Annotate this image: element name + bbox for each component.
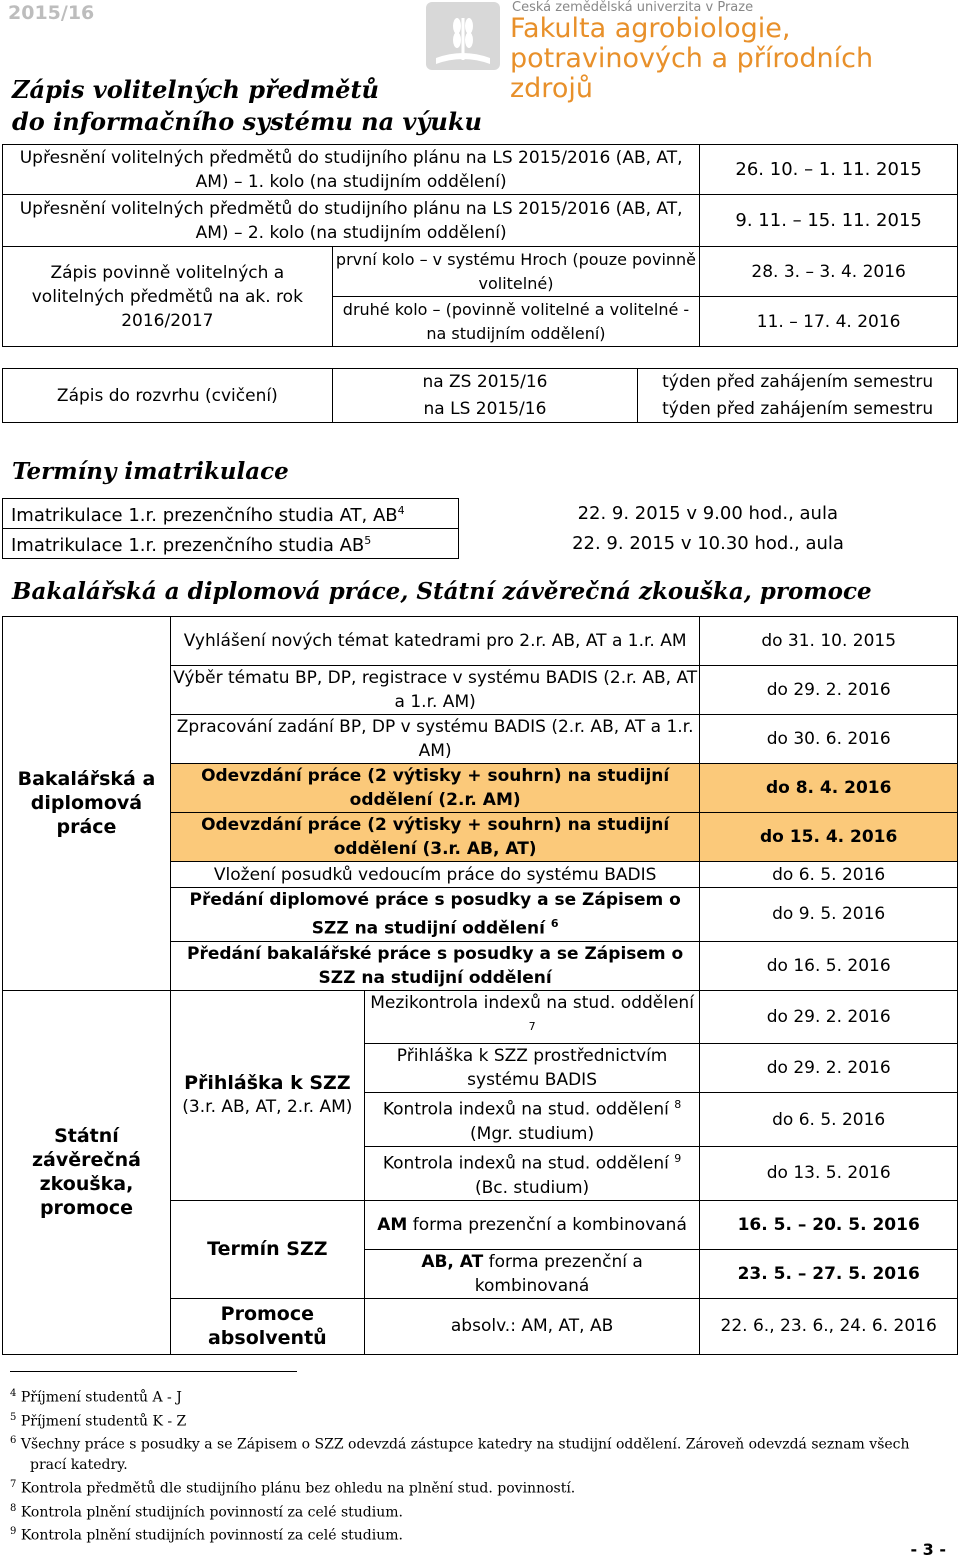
apply-sub: (3.r. AB, AT, 2.r. AM) [182, 1097, 353, 1118]
thesis-row6-date: do 9. 5. 2016 [700, 888, 958, 942]
thesis-row3-date: do 8. 4. 2016 [700, 764, 958, 813]
thesis-row3-text: Odevzdání práce (2 výtisky + souhrn) na studijní oddělení (2.r. AM) [170, 764, 699, 813]
wheat-book-logo-icon [424, 0, 502, 72]
footnotes [10, 1384, 910, 1546]
promo-date: 22. 6., 23. 6., 24. 6. 2016 [700, 1298, 958, 1354]
thesis-heading: Bakalářská a diplomová práce, Státní závěrečná zkouška, promoce [12, 578, 872, 605]
thesis-row0-date: do 31. 10. 2015 [700, 617, 958, 666]
schedule-row2-when: týden před zahájením semestru [638, 396, 958, 423]
footnote-item: $^8$ Kontrola plnění studijních povinností za celé studium. [10, 1502, 403, 1521]
thesis-row4-date: do 15. 4. 2016 [700, 813, 958, 862]
enrollment-row2-text: Upřesnění volitelných předmětů do studijního plánu na LS 2015/2016 (AB, AT, AM) – 2. kolo (na studijním oddělení) [3, 195, 700, 247]
footnote-item: $^4$ Příjmení studentů A - J [10, 1388, 182, 1406]
table-row [3, 247, 958, 297]
thesis-row0-text: Vyhlášení nových témat katedrami pro 2.r. AB, AT a 1.r. AM [170, 617, 699, 666]
footnote-divider [10, 1371, 297, 1372]
logo-university: Česká zemědělská univerzita v Praze [512, 0, 754, 15]
enrollment-row3a-text: první kolo – v systému Hroch (pouze povinně volitelné) [332, 247, 700, 297]
page-title [12, 74, 482, 138]
faculty-logo [424, 0, 960, 104]
matriculation-row2-date: 22. 9. 2015 v 10.30 hod., aula [572, 532, 844, 554]
footnote-item: $^6$ Všechny práce s posudky a se Zápisem o SZZ odevzdá zástupce katedry na studijní oddělení. Zároveň odevzdá seznam všech prací katedry. [10, 1435, 910, 1473]
footnote-item: $^7$ Kontrola předmětů dle studijního plánu bez ohledu na plnění stud. povinností. [10, 1478, 576, 1497]
matriculation-row1-date: 22. 9. 2015 v 9.00 hod., aula [577, 502, 838, 524]
apply-row3-text: Kontrola indexů na stud. oddělení $^9$ (Bc. studium) [364, 1146, 700, 1200]
schedule-row1-when: týden před zahájením semestru [638, 369, 958, 396]
thesis-group1-label: Bakalářská a diplomová práce [3, 617, 171, 991]
apply-row2-text: Kontrola indexů na stud. oddělení $^8$ (Mgr. studium) [364, 1093, 700, 1147]
enrollment-row2-date: 9. 11. – 15. 11. 2015 [700, 195, 958, 247]
apply-row0-date: do 29. 2. 2016 [700, 990, 958, 1044]
apply-label: Přihláška k SZZ [184, 1072, 351, 1095]
thesis-row2-date: do 30. 6. 2016 [700, 715, 958, 764]
table-row [3, 369, 958, 396]
enrollment-row1-text: Upřesnění volitelných předmětů do studijního plánu na LS 2015/2016 (AB, AT, AM) – 1. kolo (na studijním oddělení) [3, 145, 700, 195]
enrollment-row3-label: Zápis povinně volitelných a volitelných předmětů na ak. rok 2016/2017 [3, 247, 333, 347]
enrollment-row3a-date: 28. 3. – 3. 4. 2016 [700, 247, 958, 297]
page-number: - 3 - [910, 1540, 946, 1559]
thesis-row4-text: Odevzdání práce (2 výtisky + souhrn) na studijní oddělení (3.r. AB, AT) [170, 813, 699, 862]
enrollment-row3b-text: druhé kolo – (povinně volitelné a volitelné - na studijním oddělení) [332, 297, 700, 347]
apply-row1-date: do 29. 2. 2016 [700, 1044, 958, 1093]
table-row [3, 499, 958, 529]
matriculation-table [2, 498, 958, 559]
thesis-row1-date: do 29. 2. 2016 [700, 666, 958, 715]
logo-faculty-line1: Fakulta agrobiologie, [510, 13, 791, 44]
apply-row1-text: Přihláška k SZZ prostřednictvím systému BADIS [364, 1044, 700, 1093]
matriculation-row1-label: Imatrikulace 1.r. prezenčního studia AT, $AB^4$ [3, 499, 459, 529]
thesis-row5-date: do 6. 5. 2016 [700, 862, 958, 888]
footnote-item: $^9$ Kontrola plnění studijních povinností za celé studium. [10, 1526, 403, 1544]
thesis-row7-text: Předání bakalářské práce s posudky a se Zápisem o SZZ na studijní oddělení [170, 941, 699, 990]
table-row [3, 617, 958, 666]
apply-cell [170, 990, 364, 1200]
logo-faculty-line2: potravinových a přírodních zdrojů [510, 43, 874, 104]
matriculation-heading: Termíny imatrikulace [12, 458, 289, 485]
thesis-group2-label: Státní závěrečná zkouška, promoce [3, 990, 171, 1354]
schedule-row1-term: na ZS 2015/16 [332, 369, 638, 396]
schedule-label: Zápis do rozvrhu (cvičení) [3, 369, 333, 423]
table-row [3, 990, 958, 1044]
promo-label: Promoce absolventů [170, 1298, 364, 1354]
thesis-row1-text: Výběr tématu BP, DP, registrace v systému BADIS (2.r. AB, AT a 1.r. AM) [170, 666, 699, 715]
enrollment-row1-date: 26. 10. – 1. 11. 2015 [700, 145, 958, 195]
thesis-row5-text: Vložení posudků vedoucím práce do systému BADIS [170, 862, 699, 888]
apply-row3-date: do 13. 5. 2016 [700, 1146, 958, 1200]
thesis-row7-date: do 16. 5. 2016 [700, 941, 958, 990]
page-title-line2: do informačního systému na výuku [12, 107, 482, 136]
thesis-row6-text: Předání diplomové práce s posudky a se Zápisem o SZZ na studijní oddělení $^6$ [170, 888, 699, 942]
apply-row0-text: Mezikontrola indexů na stud. oddělení $^7$ [364, 990, 700, 1044]
table-row [3, 529, 958, 559]
table-row [3, 195, 958, 247]
enrollment-table [2, 144, 958, 347]
szz-row0-date: 16. 5. – 20. 5. 2016 [700, 1200, 958, 1249]
szz-row1-text: AB, AT forma prezenční a kombinovaná [364, 1249, 700, 1298]
apply-row2-date: do 6. 5. 2016 [700, 1093, 958, 1147]
enrollment-row3b-date: 11. – 17. 4. 2016 [700, 297, 958, 347]
thesis-row2-text: Zpracování zadání BP, DP v systému BADIS (2.r. AB, AT a 1.r. AM) [170, 715, 699, 764]
szz-row1-date: 23. 5. – 27. 5. 2016 [700, 1249, 958, 1298]
year-label: 2015/16 [8, 2, 95, 24]
matriculation-row2-label: Imatrikulace 1.r. prezenčního studia $AB^5$ [3, 529, 459, 559]
szz-label: Termín SZZ [170, 1200, 364, 1298]
schedule-row2-term: na LS 2015/16 [332, 396, 638, 423]
szz-row0-text: AM forma prezenční a kombinovaná [364, 1200, 700, 1249]
footnote-item: $^5$ Příjmení studentů K - Z [10, 1411, 187, 1430]
promo-text: absolv.: AM, AT, AB [364, 1298, 700, 1354]
table-row [3, 145, 958, 195]
thesis-table [2, 616, 958, 1355]
schedule-table [2, 368, 958, 423]
page-title-line1: Zápis volitelných předmětů [12, 75, 379, 104]
